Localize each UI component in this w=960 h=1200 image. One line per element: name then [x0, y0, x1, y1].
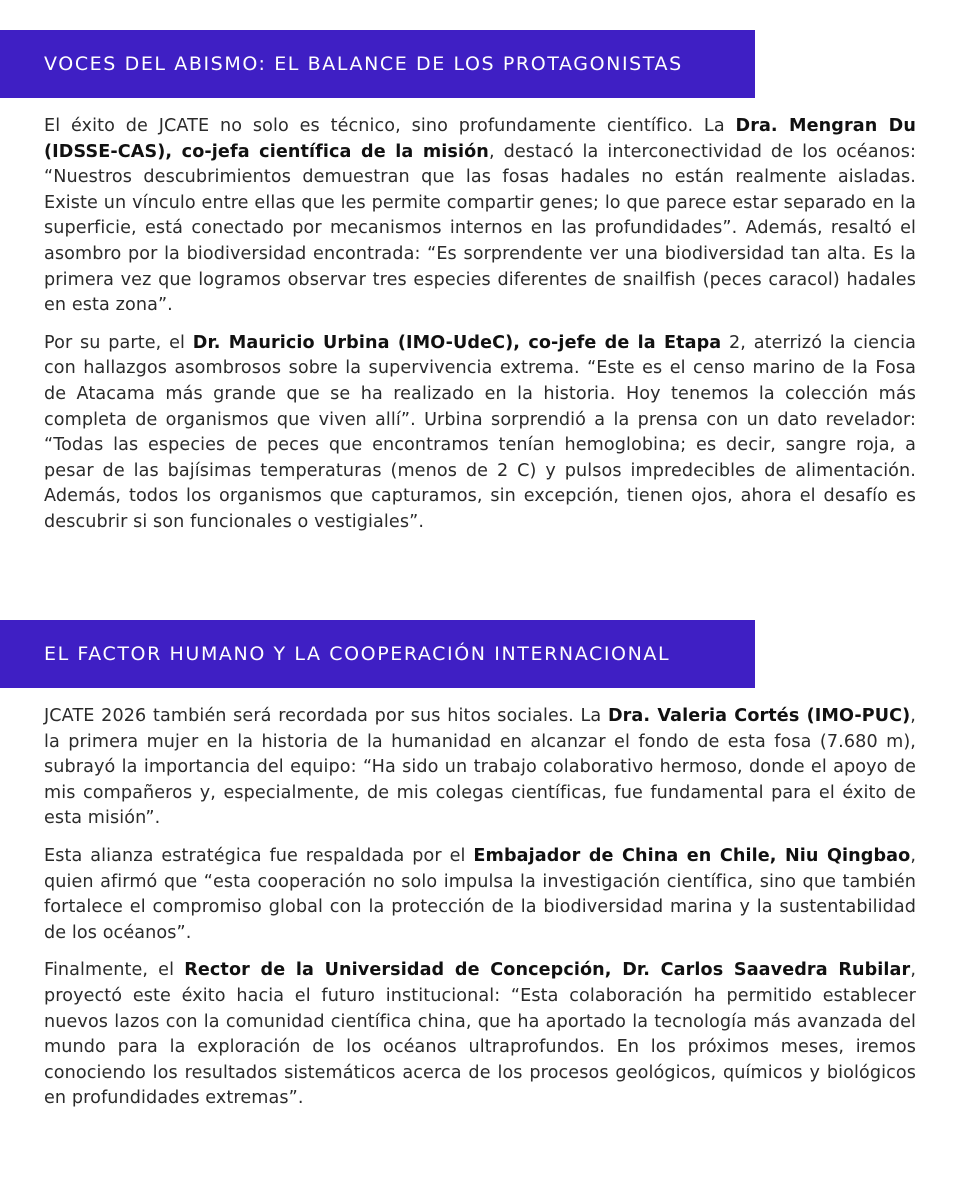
- paragraph-mengran-du: [44, 114, 916, 319]
- section-heading-voces-del-abismo: [0, 30, 755, 98]
- paragraph-bold-text: Dra. Valeria Cortés (IMO-PUC): [607, 706, 911, 726]
- section-heading-text: EL FACTOR HUMANO Y LA COOPERACIÓN INTERNACIONAL: [44, 643, 671, 665]
- paragraph-text: Finalmente, el: [44, 960, 185, 981]
- section-factor-humano: [44, 704, 916, 1124]
- paragraph-rector-udec: [44, 958, 916, 1112]
- section-voces-del-abismo: [44, 114, 916, 548]
- paragraph-text: Por su parte, el: [44, 332, 193, 353]
- paragraph-text: Esta alianza estratégica fue respaldada por el: [44, 845, 474, 866]
- paragraph-text: 2, aterrizó la ciencia con hallazgos asombrosos sobre la supervivencia extrema. “Este es el censo marino de la Fosa de Atacama más grande que se ha realizado en la historia. Hoy tenemos la colección más completa de organismos que viven allí”. Urbina sorprendió a la prensa con un dato revelador: “Todas las especies de peces que encontramos tenían hemoglobina; es decir, sangre roja, a pesar de las bajísimas temperaturas (menos de 2 C) y pulsos impredecibles de alimentación. Además, todos los organismos que capturamos, sin excepción, tienen ojos, ahora el desafío es descubrir si son funcionales o vestigiales”.: [44, 332, 916, 532]
- paragraph-text: , destacó la interconectividad de los océanos: “Nuestros descubrimientos demuestran que las fosas hadales no están realmente aisladas. Existe un vínculo entre ellas que les permite compartir genes; lo que parece estar separado en la superficie, está conectado por mecanismos internos en las profundidades”. Además, resaltó el asombro por la biodiversidad encontrada: “Es sorprendente ver una biodiversidad tan alta. Es la primera vez que logramos observar tres especies diferentes de snailfish (peces caracol) hadales en esta zona”.: [44, 141, 917, 316]
- paragraph-bold-text: Rector de la Universidad de Concepción, Dr. Carlos Saavedra Rubilar: [184, 960, 911, 981]
- paragraph-bold-text: Dra. Mengran Du (IDSSE-CAS), co-jefa científica de la misión: [44, 116, 916, 162]
- paragraph-bold-text: Dr. Mauricio Urbina (IMO-UdeC), co-jefe de la Etapa: [192, 332, 722, 353]
- section-heading-text: VOCES DEL ABISMO: EL BALANCE DE LOS PROTAGONISTAS: [44, 53, 683, 75]
- paragraph-valeria-cortes: [44, 704, 916, 832]
- section-heading-factor-humano: [0, 620, 755, 688]
- paragraph-text: JCATE 2026 también será recordada por sus hitos sociales. La: [44, 706, 608, 726]
- paragraph-text: , proyectó este éxito hacia el futuro institucional: “Esta colaboración ha permitido establecer nuevos lazos con la comunidad científica china, que ha aportado la tecnología más avanzada del mundo para la exploración de los océanos ultraprofundos. En los próximos meses, iremos conociendo los resultados sistemáticos acerca de los procesos geológicos, químicos y biológicos en profundidades extremas”.: [44, 960, 917, 1109]
- paragraph-text: El éxito de JCATE no solo es técnico, sino profundamente científico. La: [44, 116, 736, 136]
- paragraph-embajador-china: [44, 844, 916, 946]
- paragraph-text: , quien afirmó que “esta cooperación no solo impulsa la investigación científica, sino que también fortalece el compromiso global con la protección de la biodiversidad marina y la sustentabilidad de los océanos”.: [44, 845, 917, 943]
- paragraph-bold-text: Embajador de China en Chile, Niu Qingbao: [473, 845, 911, 866]
- paragraph-text: , la primera mujer en la historia de la humanidad en alcanzar el fondo de esta fosa (7.680 m), subrayó la importancia del equipo: “Ha sido un trabajo colaborativo hermoso, donde el apoyo de mis compañeros y, especialmente, de mis colegas científicas, fue fundamental para el éxito de esta misión”.: [44, 706, 916, 829]
- paragraph-mauricio-urbina: [44, 331, 916, 536]
